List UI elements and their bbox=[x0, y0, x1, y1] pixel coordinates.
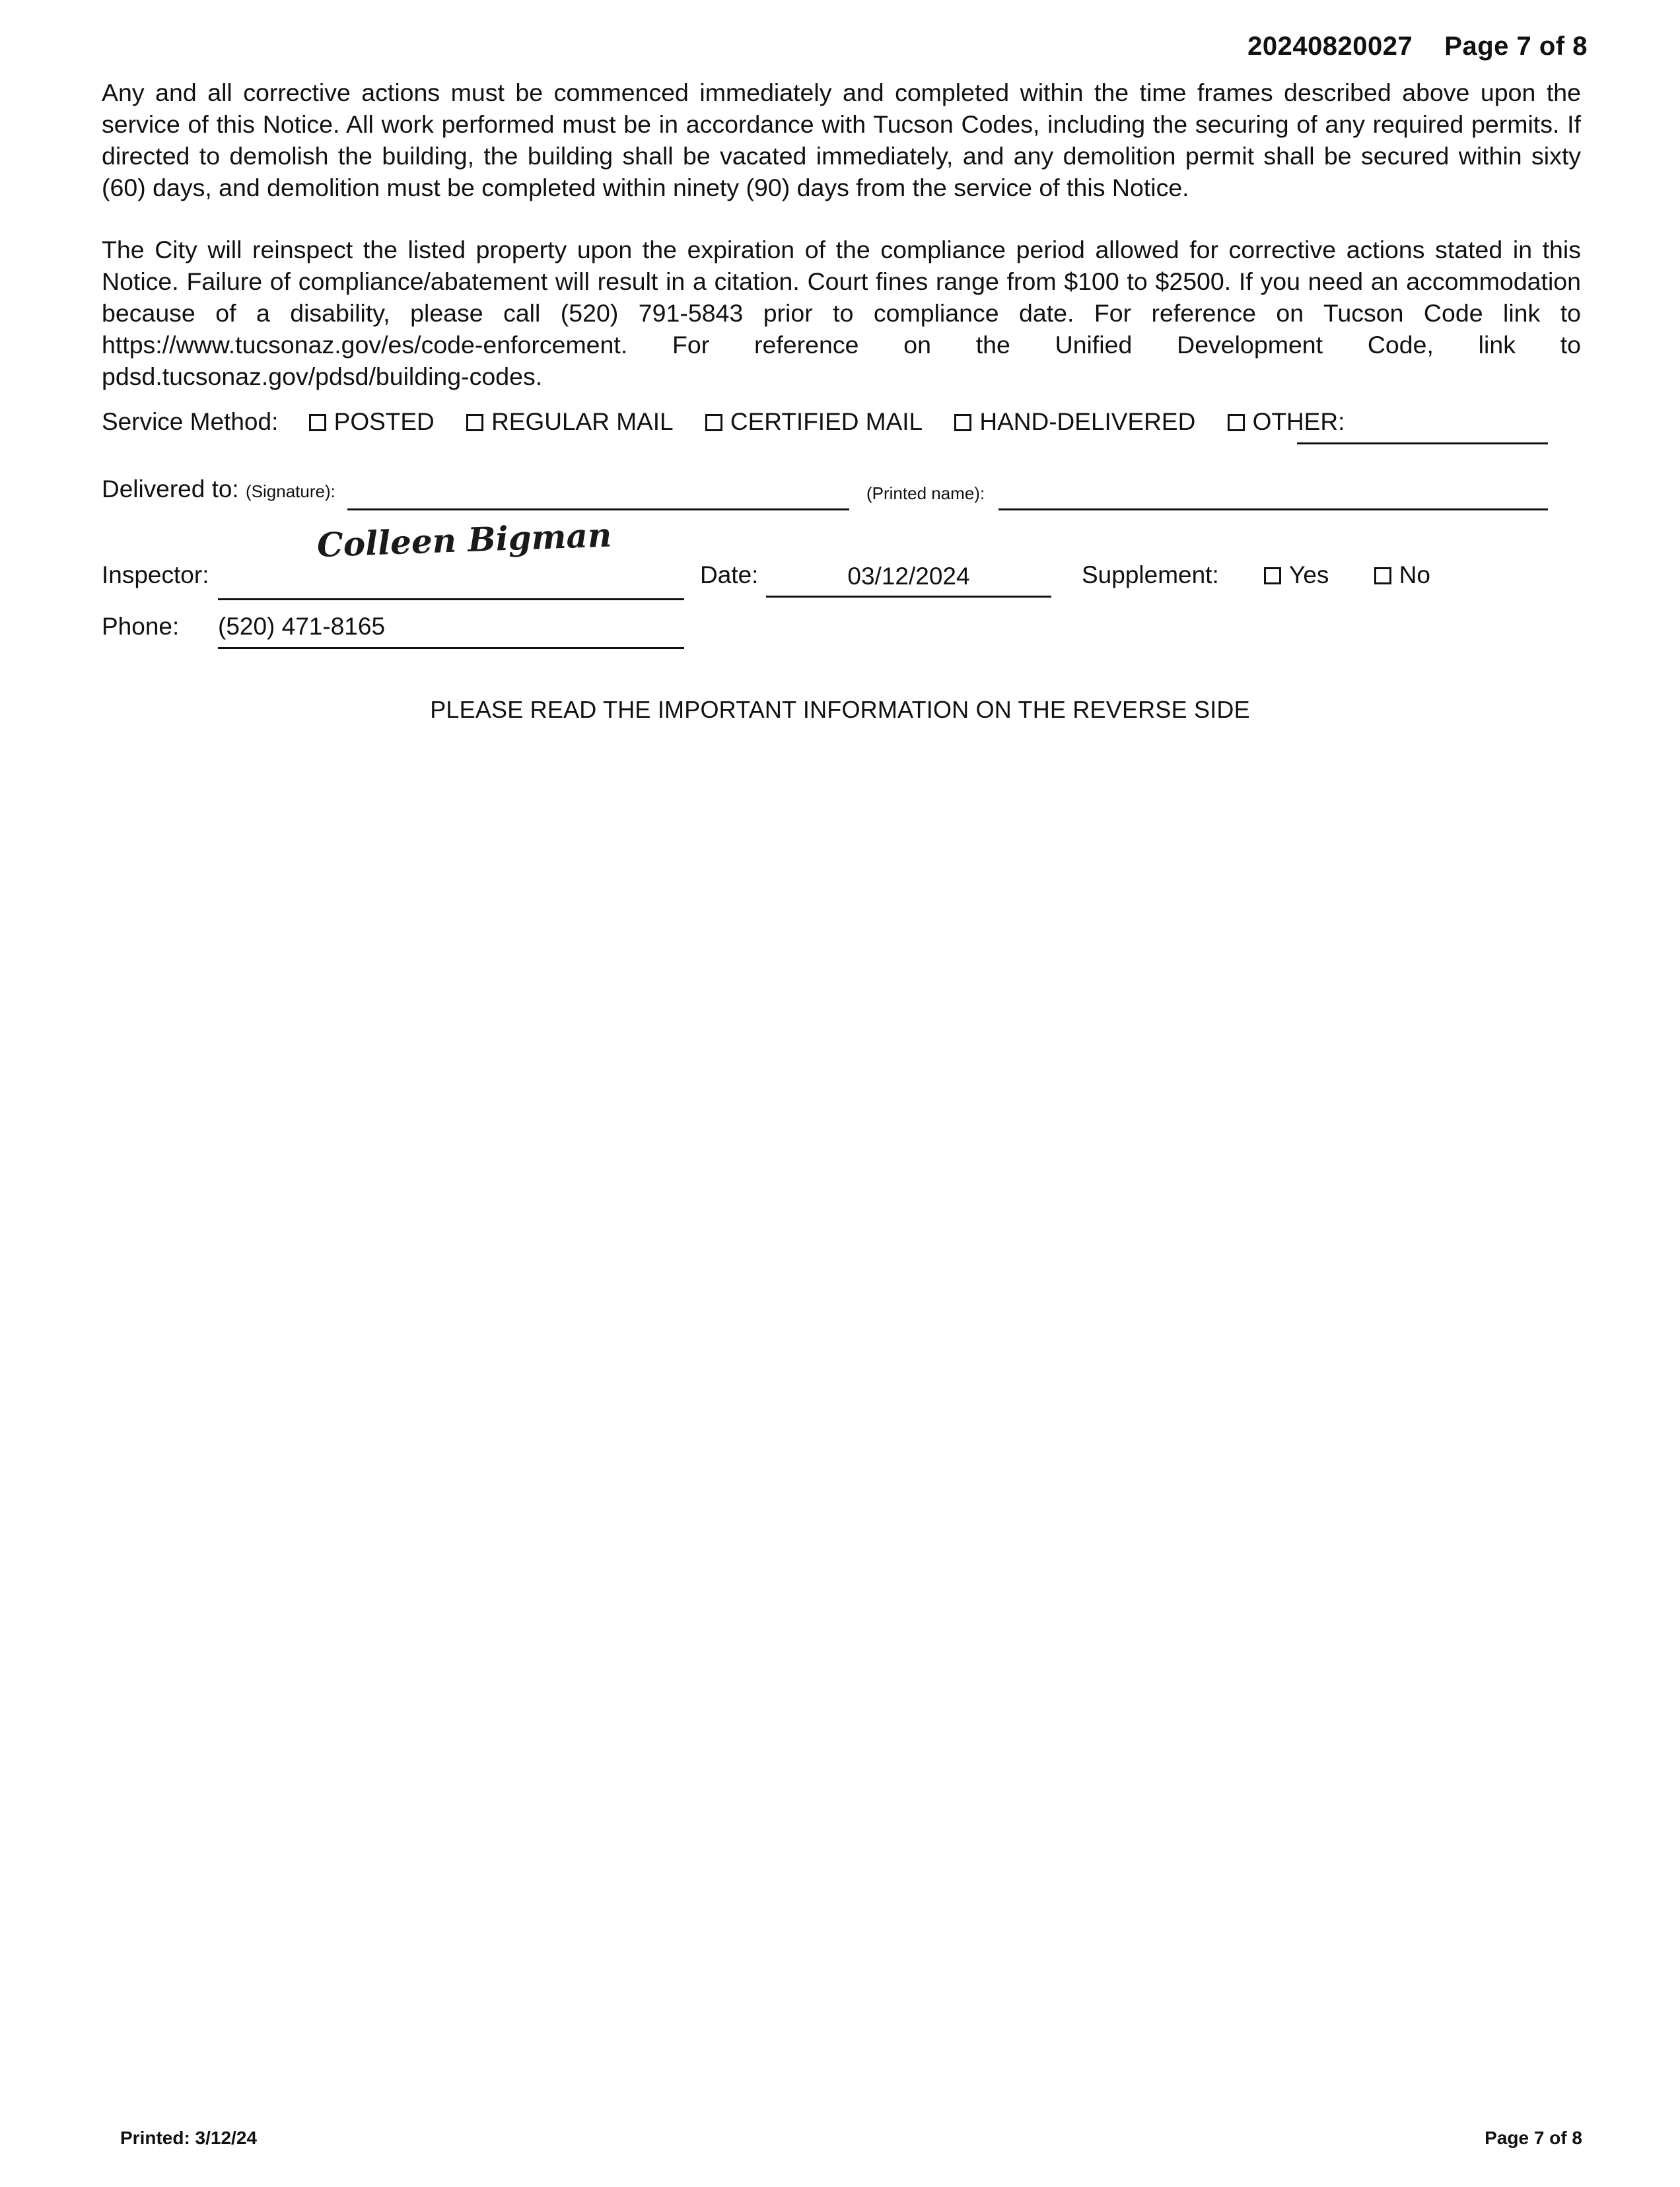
delivered-to-row bbox=[102, 475, 335, 503]
other-checkbox[interactable] bbox=[1228, 414, 1245, 431]
inspector-signature-line bbox=[218, 598, 684, 600]
phone-label: Phone: bbox=[102, 613, 180, 640]
delivered-to-label: Delivered to: bbox=[102, 475, 239, 503]
document-header bbox=[1247, 32, 1588, 61]
phone-value: (520) 471-8165 bbox=[218, 613, 386, 640]
supplement-yes-option[interactable]: Yes bbox=[1264, 561, 1329, 589]
corrective-actions-paragraph: Any and all corrective actions must be commenced immediately and completed within the time frames described above upon the service of this Notice. All work performed must be in accordance with Tucson Codes, including the securing of any required permits. If directed to demolish the building, the building shall be vacated immediately, and any demolition permit shall be secured within sixty (60) days, and demolition must be completed within ninety (90) days from the service of this Notice. bbox=[102, 79, 1581, 201]
footer-page-label: Page 7 of 8 bbox=[1485, 2128, 1582, 2148]
printed-name-line[interactable] bbox=[998, 508, 1548, 510]
service-option-other[interactable]: OTHER: bbox=[1228, 408, 1345, 436]
signature-label: (Signature): bbox=[246, 481, 335, 501]
date-label: Date: bbox=[700, 561, 759, 588]
service-option-certified-mail[interactable]: CERTIFIED MAIL bbox=[705, 408, 923, 436]
supplement-no-checkbox[interactable] bbox=[1374, 567, 1391, 584]
other-field-line[interactable] bbox=[1297, 442, 1548, 444]
certified-mail-checkbox[interactable] bbox=[705, 414, 722, 431]
reverse-side-notice: PLEASE READ THE IMPORTANT INFORMATION ON THE REVERSE SIDE bbox=[430, 696, 1250, 723]
supplement-yes-checkbox[interactable] bbox=[1264, 567, 1281, 584]
delivered-signature-line[interactable] bbox=[347, 508, 849, 510]
supplement-group bbox=[1082, 561, 1430, 589]
reinspection-paragraph: The City will reinspect the listed property upon the expiration of the compliance period allowed for corrective actions stated in this Notice. Failure of compliance/abatement will result in a citation. Court fines range from $100 to $2500. If you need an accommodation because of a disability, please call (520) 791-5843 prior to compliance date. For reference on Tucson Code link to https://www.tucsonaz.gov/es/code-enforcement. For reference on the Unified Development Code, link to pdsd.tucsonaz.gov/pdsd/building-codes. bbox=[102, 236, 1581, 390]
hand-delivered-checkbox[interactable] bbox=[954, 414, 971, 431]
service-option-hand-delivered[interactable]: HAND-DELIVERED bbox=[954, 408, 1195, 436]
footer-printed-date: Printed: 3/12/24 bbox=[120, 2128, 257, 2148]
service-option-regular-mail[interactable]: REGULAR MAIL bbox=[466, 408, 674, 436]
service-method-row bbox=[102, 408, 1345, 436]
date-value: 03/12/2024 bbox=[847, 563, 970, 590]
supplement-label: Supplement: bbox=[1082, 561, 1219, 588]
header-page-label: Page 7 of 8 bbox=[1444, 32, 1588, 61]
service-option-posted[interactable]: POSTED bbox=[309, 408, 435, 436]
inspector-signature: Colleen Bigman bbox=[316, 515, 613, 565]
posted-checkbox[interactable] bbox=[309, 414, 326, 431]
document-number: 20240820027 bbox=[1247, 32, 1413, 61]
service-method-label: Service Method: bbox=[102, 408, 279, 435]
inspector-label: Inspector: bbox=[102, 561, 209, 588]
date-line bbox=[766, 596, 1051, 598]
printed-name-label: (Printed name): bbox=[866, 483, 985, 503]
regular-mail-checkbox[interactable] bbox=[466, 414, 483, 431]
phone-line bbox=[218, 647, 684, 649]
supplement-no-option[interactable]: No bbox=[1374, 561, 1430, 589]
